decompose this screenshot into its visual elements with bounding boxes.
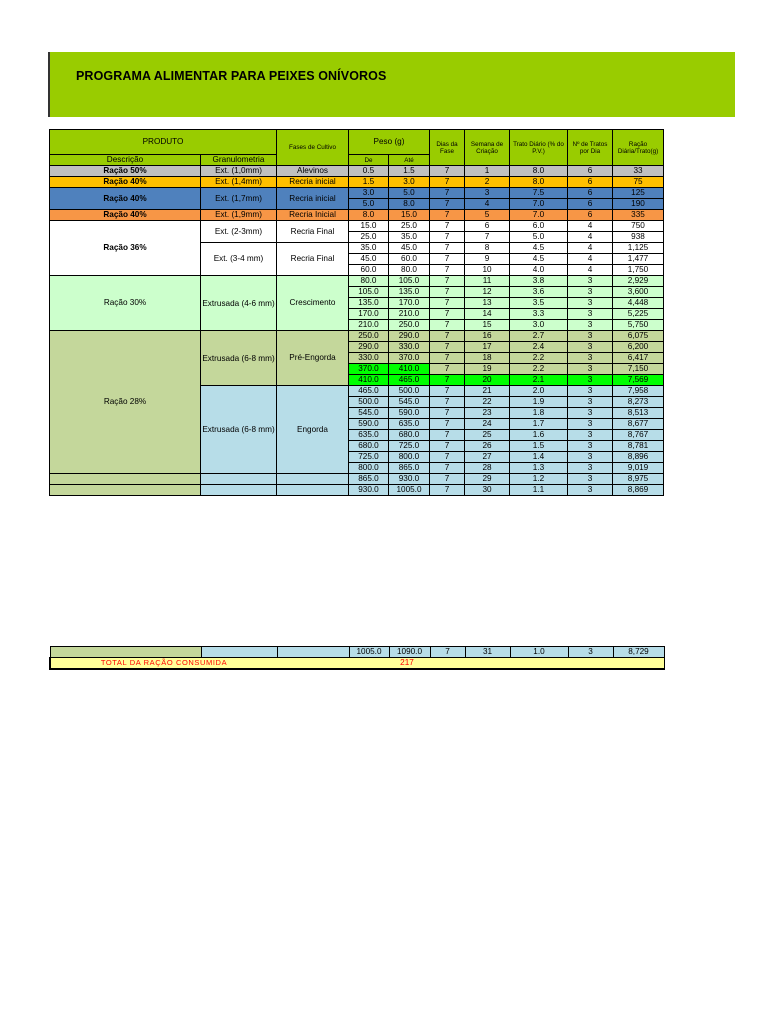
cell-trato: 1.5 xyxy=(510,441,568,452)
product-description: Ração 28% xyxy=(50,331,201,474)
cell-ate: 465.0 xyxy=(389,375,430,386)
header-produto: PRODUTO xyxy=(50,130,277,155)
cell-ate: 210.0 xyxy=(389,309,430,320)
cell-trato: 4.0 xyxy=(510,265,568,276)
table-row xyxy=(50,331,664,342)
cell-racao: 190 xyxy=(613,199,664,210)
header-row xyxy=(50,130,664,155)
cell-racao: 750 xyxy=(613,221,664,232)
cell-dias: 7 xyxy=(430,397,465,408)
cell-trato: 1.3 xyxy=(510,463,568,474)
cell-dias: 7 xyxy=(430,199,465,210)
granulometry: Ext. (2-3mm) xyxy=(201,221,277,243)
header-dias: Dias da Fase xyxy=(430,130,465,166)
cell-semana: 23 xyxy=(465,408,510,419)
table-row xyxy=(50,210,664,221)
cell-racao: 3,600 xyxy=(613,287,664,298)
table-row xyxy=(50,166,664,177)
cell-tratos: 3 xyxy=(568,353,613,364)
cell-trato: 2.2 xyxy=(510,353,568,364)
total-value: 217 xyxy=(349,658,465,670)
cell-trato: 3.0 xyxy=(510,320,568,331)
cell-dias: 7 xyxy=(430,364,465,375)
table-row xyxy=(50,221,664,232)
cell-tratos: 4 xyxy=(568,232,613,243)
cell-semana: 8 xyxy=(465,243,510,254)
cell-semana: 6 xyxy=(465,221,510,232)
cell-dias: 7 xyxy=(430,353,465,364)
cell-de: 800.0 xyxy=(349,463,389,474)
granulometry: Ext. (3-4 mm) xyxy=(201,243,277,276)
empty-cell xyxy=(277,485,349,496)
cell-racao: 8,781 xyxy=(613,441,664,452)
cell-ate: 410.0 xyxy=(389,364,430,375)
cell-tratos: 3 xyxy=(568,364,613,375)
cell-semana: 21 xyxy=(465,386,510,397)
cell-ate: 8.0 xyxy=(389,199,430,210)
cell-semana: 9 xyxy=(465,254,510,265)
cell-semana: 15 xyxy=(465,320,510,331)
cell-trato: 6.0 xyxy=(510,221,568,232)
cell-tratos: 6 xyxy=(568,188,613,199)
cell-semana: 30 xyxy=(465,485,510,496)
cell-semana: 14 xyxy=(465,309,510,320)
product-description: Ração 40% xyxy=(50,177,201,188)
cell-dias: 7 xyxy=(430,287,465,298)
cell-dias: 7 xyxy=(430,419,465,430)
cell-dias: 7 xyxy=(430,463,465,474)
cell-dias: 7 xyxy=(430,452,465,463)
cell-trato: 3.5 xyxy=(510,298,568,309)
cell-de: 60.0 xyxy=(349,265,389,276)
cell-tratos: 3 xyxy=(568,463,613,474)
cell-dias: 7 xyxy=(430,474,465,485)
cell-tratos: 3 xyxy=(568,408,613,419)
cell-semana: 26 xyxy=(465,441,510,452)
header-peso: Peso (g) xyxy=(349,130,430,155)
granulometry: Extrusada (6-8 mm) xyxy=(201,386,277,474)
cell-trato: 1.1 xyxy=(510,485,568,496)
cell-ate: 330.0 xyxy=(389,342,430,353)
cell-ate: 800.0 xyxy=(389,452,430,463)
cell-trato: 4.5 xyxy=(510,243,568,254)
cell-dias: 7 xyxy=(430,430,465,441)
cell-dias: 7 xyxy=(430,254,465,265)
cell-trato: 7.0 xyxy=(510,210,568,221)
granulometry: Ext. (1,4mm) xyxy=(201,177,277,188)
product-description: Ração 36% xyxy=(50,221,201,276)
cell-racao: 2,929 xyxy=(613,276,664,287)
extra-table xyxy=(49,646,665,670)
cell-dias: 7 xyxy=(430,408,465,419)
cell-racao: 8,273 xyxy=(613,397,664,408)
cell-ate: 1005.0 xyxy=(389,485,430,496)
cell-tratos: 3 xyxy=(568,342,613,353)
empty-cell xyxy=(277,658,349,670)
cell-racao: 6,417 xyxy=(613,353,664,364)
cell-de: 170.0 xyxy=(349,309,389,320)
cell-tratos: 3 xyxy=(568,276,613,287)
cell-semana: 3 xyxy=(465,188,510,199)
cell-de: 25.0 xyxy=(349,232,389,243)
cell-racao: 9,019 xyxy=(613,463,664,474)
cell-ate: 370.0 xyxy=(389,353,430,364)
table-row xyxy=(50,276,664,287)
cell-trato: 3.6 xyxy=(510,287,568,298)
cell-semana: 28 xyxy=(465,463,510,474)
cell-ate: 1.5 xyxy=(389,166,430,177)
empty-cell xyxy=(50,647,201,658)
cell-semana: 2 xyxy=(465,177,510,188)
cell-racao: 8,896 xyxy=(613,452,664,463)
empty-cell xyxy=(613,658,664,670)
cell-dias: 7 xyxy=(430,485,465,496)
cell-trato: 2.2 xyxy=(510,364,568,375)
cell-de: 3.0 xyxy=(349,188,389,199)
cell-dias: 7 xyxy=(430,342,465,353)
cell-racao: 335 xyxy=(613,210,664,221)
cell-trato: 2.0 xyxy=(510,386,568,397)
cell-tratos: 3 xyxy=(568,375,613,386)
cell-tratos: 3 xyxy=(568,419,613,430)
cell-tratos: 6 xyxy=(568,166,613,177)
cell-ate: 500.0 xyxy=(389,386,430,397)
cell-racao: 33 xyxy=(613,166,664,177)
cell-trato: 2.7 xyxy=(510,331,568,342)
cell-racao: 8,767 xyxy=(613,430,664,441)
product-description: Ração 30% xyxy=(50,276,201,331)
cell-semana: 11 xyxy=(465,276,510,287)
cell-ate: 635.0 xyxy=(389,419,430,430)
cell-ate: 45.0 xyxy=(389,243,430,254)
cell-racao: 75 xyxy=(613,177,664,188)
cell-semana: 18 xyxy=(465,353,510,364)
header-trato: Trato Diário (% do P.V.) xyxy=(510,130,568,166)
cell-trato: 1.6 xyxy=(510,430,568,441)
cell-de: 5.0 xyxy=(349,199,389,210)
cell-racao: 4,448 xyxy=(613,298,664,309)
cell-dias: 7 xyxy=(430,331,465,342)
cell-ate: 105.0 xyxy=(389,276,430,287)
empty-cell xyxy=(465,658,510,670)
cell-semana: 31 xyxy=(465,647,510,658)
cell-de: 250.0 xyxy=(349,331,389,342)
cell-ate: 80.0 xyxy=(389,265,430,276)
cell-semana: 17 xyxy=(465,342,510,353)
cell-tratos: 3 xyxy=(568,386,613,397)
cell-de: 45.0 xyxy=(349,254,389,265)
empty-cell xyxy=(568,658,613,670)
cell-trato: 5.0 xyxy=(510,232,568,243)
cell-tratos: 6 xyxy=(568,210,613,221)
cell-tratos: 3 xyxy=(568,397,613,408)
cultivation-phase: Recria Inicial xyxy=(277,210,349,221)
cell-semana: 13 xyxy=(465,298,510,309)
empty-cell xyxy=(201,485,277,496)
cell-de: 0.5 xyxy=(349,166,389,177)
cell-dias: 7 xyxy=(430,188,465,199)
cell-dias: 7 xyxy=(430,298,465,309)
cell-racao: 6,200 xyxy=(613,342,664,353)
total-row xyxy=(50,658,664,670)
cell-ate: 25.0 xyxy=(389,221,430,232)
cell-de: 930.0 xyxy=(349,485,389,496)
cell-dias: 7 xyxy=(430,320,465,331)
product-description: Ração 50% xyxy=(50,166,201,177)
cell-trato: 8.0 xyxy=(510,177,568,188)
header-fases: Fases de Cultivo xyxy=(277,130,349,166)
cell-ate: 15.0 xyxy=(389,210,430,221)
cell-ate: 60.0 xyxy=(389,254,430,265)
cell-semana: 4 xyxy=(465,199,510,210)
cell-de: 500.0 xyxy=(349,397,389,408)
empty-cell xyxy=(50,474,201,485)
cell-racao: 5,225 xyxy=(613,309,664,320)
empty-cell xyxy=(510,658,568,670)
cell-de: 105.0 xyxy=(349,287,389,298)
page-title: PROGRAMA ALIMENTAR PARA PEIXES ONÍVOROS xyxy=(76,69,387,83)
cell-de: 370.0 xyxy=(349,364,389,375)
cell-ate: 135.0 xyxy=(389,287,430,298)
cell-de: 1005.0 xyxy=(349,647,389,658)
cell-ate: 930.0 xyxy=(389,474,430,485)
cell-racao: 1,125 xyxy=(613,243,664,254)
cell-de: 290.0 xyxy=(349,342,389,353)
empty-cell xyxy=(277,474,349,485)
cultivation-phase: Recria inicial xyxy=(277,177,349,188)
cell-ate: 170.0 xyxy=(389,298,430,309)
cell-trato: 3.8 xyxy=(510,276,568,287)
cell-racao: 8,729 xyxy=(613,647,664,658)
cell-dias: 7 xyxy=(430,221,465,232)
cell-dias: 7 xyxy=(430,375,465,386)
header-racao: Ração Diária/Trato(g) xyxy=(613,130,664,166)
cell-de: 590.0 xyxy=(349,419,389,430)
cell-racao: 8,677 xyxy=(613,419,664,430)
cell-trato: 7.5 xyxy=(510,188,568,199)
extra-table-row xyxy=(50,647,664,658)
cell-trato: 1.0 xyxy=(510,647,568,658)
cell-tratos: 3 xyxy=(568,287,613,298)
cell-de: 865.0 xyxy=(349,474,389,485)
table-row xyxy=(50,188,664,199)
cell-de: 465.0 xyxy=(349,386,389,397)
cultivation-phase: Recria Final xyxy=(277,221,349,243)
cell-trato: 2.1 xyxy=(510,375,568,386)
cell-ate: 250.0 xyxy=(389,320,430,331)
cell-racao: 7,569 xyxy=(613,375,664,386)
cell-semana: 24 xyxy=(465,419,510,430)
cell-semana: 1 xyxy=(465,166,510,177)
cell-de: 330.0 xyxy=(349,353,389,364)
cell-semana: 7 xyxy=(465,232,510,243)
cultivation-phase: Crescimento xyxy=(277,276,349,331)
cell-tratos: 3 xyxy=(568,309,613,320)
cell-trato: 1.2 xyxy=(510,474,568,485)
cell-de: 35.0 xyxy=(349,243,389,254)
cell-tratos: 4 xyxy=(568,243,613,254)
cell-dias: 7 xyxy=(430,232,465,243)
cell-trato: 8.0 xyxy=(510,166,568,177)
cell-dias: 7 xyxy=(430,647,465,658)
granulometry: Ext. (1,7mm) xyxy=(201,188,277,210)
cell-racao: 125 xyxy=(613,188,664,199)
total-label: TOTAL DA RAÇÃO CONSUMIDA xyxy=(50,658,277,670)
cultivation-phase: Alevinos xyxy=(277,166,349,177)
cultivation-phase: Pré-Engorda xyxy=(277,331,349,386)
empty-cell xyxy=(277,647,349,658)
cell-dias: 7 xyxy=(430,309,465,320)
cell-racao: 8,513 xyxy=(613,408,664,419)
cell-ate: 35.0 xyxy=(389,232,430,243)
cultivation-phase: Recria Final xyxy=(277,243,349,276)
cell-dias: 7 xyxy=(430,243,465,254)
header-ate: Até xyxy=(389,155,430,166)
empty-cell xyxy=(50,485,201,496)
cell-semana: 5 xyxy=(465,210,510,221)
cell-tratos: 6 xyxy=(568,177,613,188)
cell-semana: 10 xyxy=(465,265,510,276)
cell-de: 1.5 xyxy=(349,177,389,188)
feeding-program-table xyxy=(49,129,664,496)
cell-dias: 7 xyxy=(430,265,465,276)
title-banner xyxy=(48,52,735,117)
cell-trato: 3.3 xyxy=(510,309,568,320)
cell-tratos: 6 xyxy=(568,199,613,210)
cell-dias: 7 xyxy=(430,177,465,188)
cell-trato: 1.8 xyxy=(510,408,568,419)
cell-semana: 20 xyxy=(465,375,510,386)
cell-semana: 19 xyxy=(465,364,510,375)
cell-tratos: 3 xyxy=(568,452,613,463)
cell-semana: 12 xyxy=(465,287,510,298)
table-row xyxy=(50,177,664,188)
cell-de: 15.0 xyxy=(349,221,389,232)
cell-ate: 1090.0 xyxy=(389,647,430,658)
cell-tratos: 3 xyxy=(568,430,613,441)
cell-tratos: 3 xyxy=(568,441,613,452)
cell-tratos: 3 xyxy=(568,331,613,342)
header-descricao: Descrição xyxy=(50,155,201,166)
granulometry: Extrusada (4-6 mm) xyxy=(201,276,277,331)
cell-semana: 29 xyxy=(465,474,510,485)
granulometry: Extrusada (6-8 mm) xyxy=(201,331,277,386)
cell-ate: 545.0 xyxy=(389,397,430,408)
table-row xyxy=(50,474,664,485)
cell-ate: 5.0 xyxy=(389,188,430,199)
granulometry: Ext. (1,0mm) xyxy=(201,166,277,177)
product-description: Ração 40% xyxy=(50,210,201,221)
cell-tratos: 4 xyxy=(568,265,613,276)
cell-racao: 7,150 xyxy=(613,364,664,375)
cell-tratos: 3 xyxy=(568,320,613,331)
cell-de: 725.0 xyxy=(349,452,389,463)
cell-racao: 5,750 xyxy=(613,320,664,331)
cell-tratos: 3 xyxy=(568,474,613,485)
cell-ate: 725.0 xyxy=(389,441,430,452)
header-de: De xyxy=(349,155,389,166)
cell-racao: 6,075 xyxy=(613,331,664,342)
cell-de: 80.0 xyxy=(349,276,389,287)
cell-ate: 290.0 xyxy=(389,331,430,342)
cell-de: 410.0 xyxy=(349,375,389,386)
cell-dias: 7 xyxy=(430,441,465,452)
cell-tratos: 4 xyxy=(568,221,613,232)
empty-cell xyxy=(201,474,277,485)
cell-dias: 7 xyxy=(430,386,465,397)
cell-trato: 7.0 xyxy=(510,199,568,210)
granulometry: Ext. (1,9mm) xyxy=(201,210,277,221)
header-num-tratos: Nº de Tratos por Dia xyxy=(568,130,613,166)
cell-de: 635.0 xyxy=(349,430,389,441)
cell-trato: 1.7 xyxy=(510,419,568,430)
cell-ate: 680.0 xyxy=(389,430,430,441)
header-semana: Semana de Criação xyxy=(465,130,510,166)
cell-ate: 590.0 xyxy=(389,408,430,419)
cell-tratos: 4 xyxy=(568,254,613,265)
cell-semana: 27 xyxy=(465,452,510,463)
cell-tratos: 3 xyxy=(568,298,613,309)
product-description: Ração 40% xyxy=(50,188,201,210)
cell-trato: 4.5 xyxy=(510,254,568,265)
cell-dias: 7 xyxy=(430,210,465,221)
cell-de: 8.0 xyxy=(349,210,389,221)
cell-semana: 25 xyxy=(465,430,510,441)
cell-semana: 22 xyxy=(465,397,510,408)
cell-racao: 8,869 xyxy=(613,485,664,496)
cultivation-phase: Engorda xyxy=(277,386,349,474)
cell-de: 680.0 xyxy=(349,441,389,452)
cell-de: 135.0 xyxy=(349,298,389,309)
cell-dias: 7 xyxy=(430,276,465,287)
cell-trato: 2.4 xyxy=(510,342,568,353)
cell-racao: 938 xyxy=(613,232,664,243)
cell-racao: 1,477 xyxy=(613,254,664,265)
cell-ate: 3.0 xyxy=(389,177,430,188)
cell-de: 545.0 xyxy=(349,408,389,419)
cell-tratos: 3 xyxy=(568,647,613,658)
cultivation-phase: Recria inicial xyxy=(277,188,349,210)
cell-trato: 1.9 xyxy=(510,397,568,408)
cell-tratos: 3 xyxy=(568,485,613,496)
cell-racao: 8,975 xyxy=(613,474,664,485)
cell-trato: 1.4 xyxy=(510,452,568,463)
empty-cell xyxy=(201,647,277,658)
cell-racao: 1,750 xyxy=(613,265,664,276)
cell-de: 210.0 xyxy=(349,320,389,331)
header-granulometria: Granulometria xyxy=(201,155,277,166)
table-row xyxy=(50,485,664,496)
cell-dias: 7 xyxy=(430,166,465,177)
cell-semana: 16 xyxy=(465,331,510,342)
cell-racao: 7,958 xyxy=(613,386,664,397)
cell-ate: 865.0 xyxy=(389,463,430,474)
